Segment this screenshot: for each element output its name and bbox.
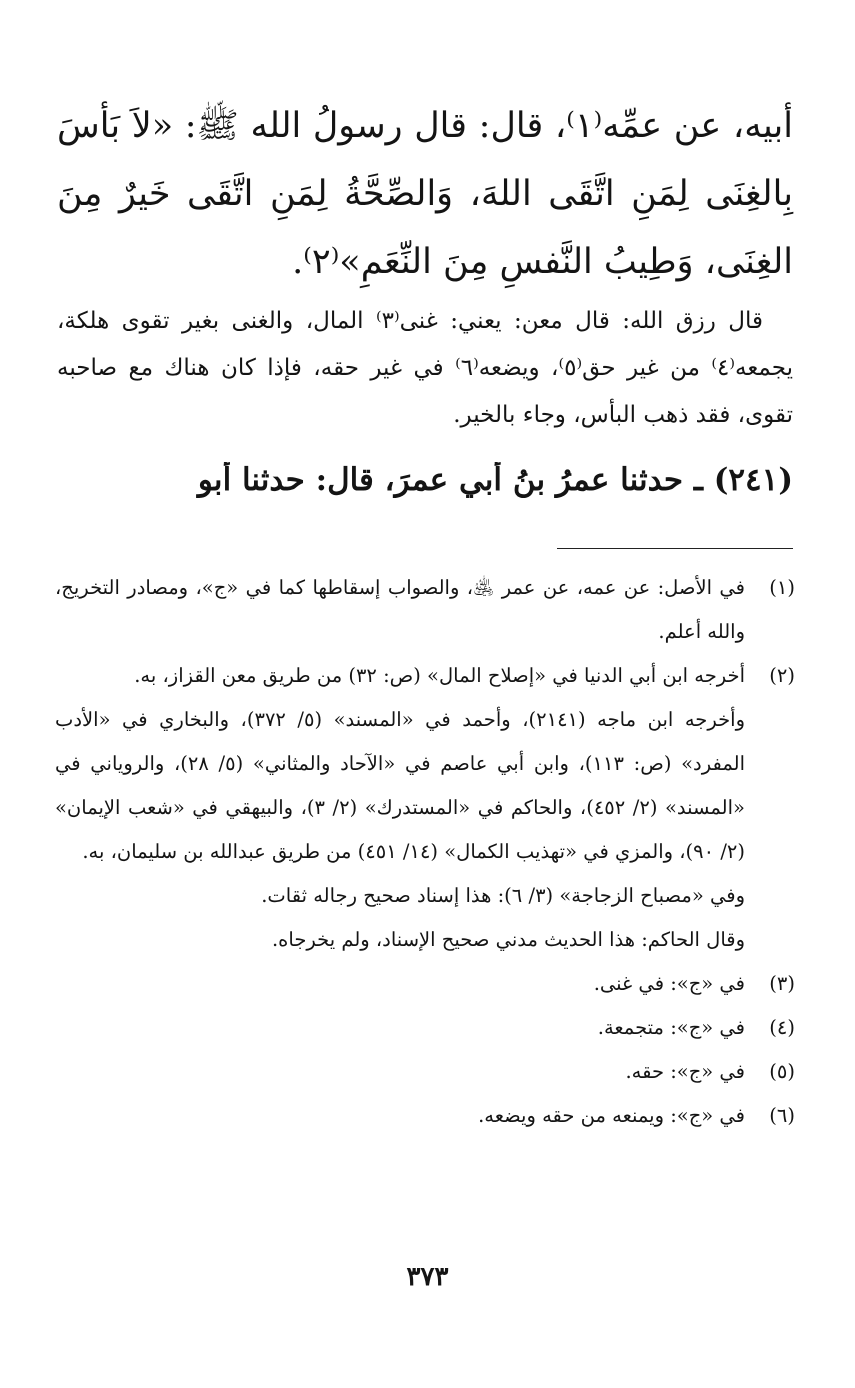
footnote-text: في «ج»: متجمعة. (597, 1016, 745, 1039)
footnote-text: وفي «مصباح الزجاجة» (٣/ ٦): هذا إسناد صحيح رجاله ثقات. (261, 884, 745, 907)
footnote-text: في «ج»: حقه. (625, 1060, 745, 1083)
footnote-text: وأخرجه ابن ماجه (٢١٤١)، وأحمد في «المسند» (٥/ ٣٧٢)، والبخاري في «الأدب المفرد» (ص: ١١٣)، وابن أبي عاصم في «الآحاد والمثاني» (٥/ ٢٨)، والروياني في «المسند» (٢/ ٤٥٢)، والحاكم في «المستدرك» (٢/ ٣)، والبيهقي في «شعب الإيمان» (٢/ ٩٠)، والمزي في «تهذيب الكمال» (١٤/ ٤٥١) من طريق عبدالله بن سليمان، به. (55, 708, 745, 863)
footnote-3 (55, 962, 795, 1006)
footnote-divider (557, 548, 793, 549)
footnote-6 (55, 1094, 795, 1138)
footnote-number: (٤) (769, 1016, 795, 1039)
footnote-number: (٢) (769, 664, 795, 687)
footnote-4 (55, 1006, 795, 1050)
footnote-text: في «ج»: في غنى. (593, 972, 745, 995)
footnote-text: في الأصل: عن عمه، عن عمر ﵁، والصواب إسقاطها كما في «ج»، ومصادر التخريج، والله أعلم. (55, 576, 745, 643)
footnote-text: وقال الحاكم: هذا الحديث مدني صحيح الإسناد، ولم يخرجاه. (271, 928, 745, 951)
commentary-text: قال رزق الله: قال معن: يعني: غنى⁽٣⁾ المال، والغنى بغير تقوى هلكة، يجمعه⁽٤⁾ من غير حق⁽٥⁾، ويضعه⁽٦⁾ في غير حقه، فإذا كان هناك مع صاحبه تقوى، فقد ذهب البأس، وجاء بالخير. (57, 308, 793, 428)
hadith-text: أبيه، عن عمِّه⁽١⁾، قال: قال رسولُ الله ﷺ: «لاَ بَأسَ بِالغِنَى لِمَنِ اتَّقَى اللهَ، وَالصِّحَّةُ لِمَنِ اتَّقَى خَيرٌ مِنَ الغِنَى، وَطِيبُ النَّفسِ مِنَ النِّعَمِ»⁽٢⁾. (57, 106, 793, 282)
footnote-2 (55, 654, 795, 962)
footnote-text: في «ج»: ويمنعه من حقه ويضعه. (478, 1104, 745, 1127)
footnote-number: (٣) (769, 972, 795, 995)
next-hadith-heading: (٢٤١) ـ حدثنا عمرُ بنُ أبي عمرَ، قال: حدثنا أبو (197, 462, 793, 498)
footnote-5 (55, 1050, 795, 1094)
footnote-number: (١) (769, 576, 795, 599)
footnote-1 (55, 566, 795, 654)
footnote-number: (٦) (769, 1104, 795, 1127)
footnote-number: (٥) (769, 1060, 795, 1083)
footnotes (55, 566, 795, 1138)
footnote-text: أخرجه ابن أبي الدنيا في «إصلاح المال» (ص: ٣٢) من طريق معن القزاز، به. (134, 664, 745, 687)
page-number: ٣٧٣ (406, 1262, 449, 1292)
